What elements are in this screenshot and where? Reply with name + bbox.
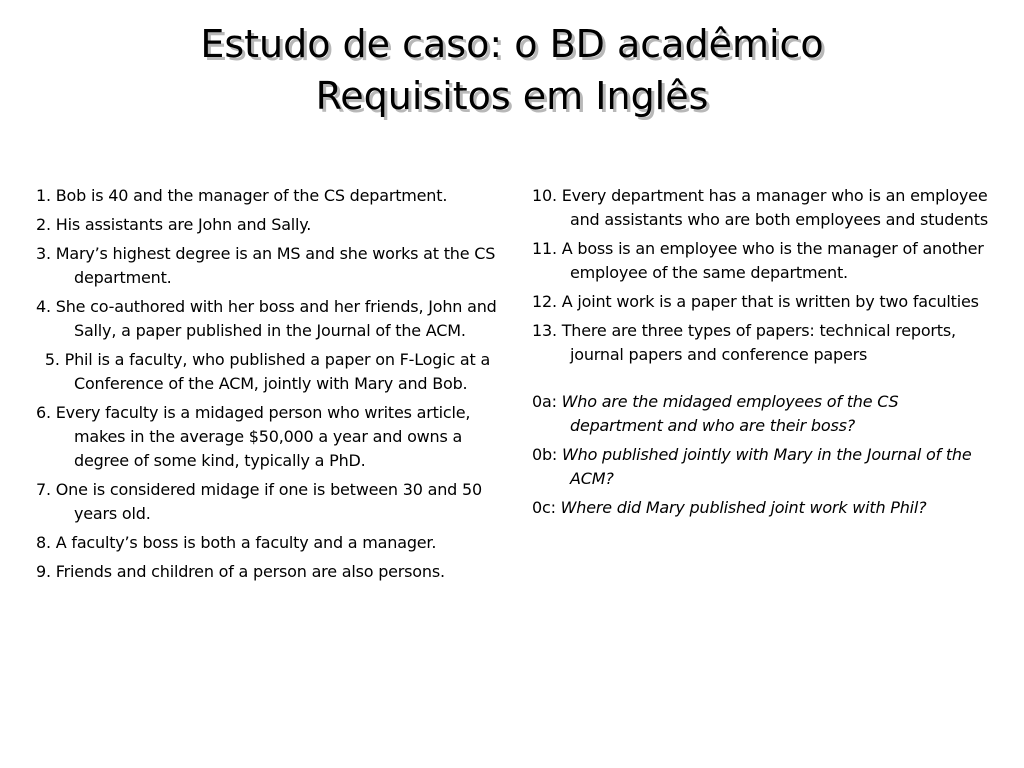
- requirement-item: 11. A boss is an employee who is the manager of another employee of the same department.: [532, 239, 984, 282]
- question-text: Who published jointly with Mary in the Journal of the ACM?: [562, 445, 972, 488]
- requirement-item: 3. Mary’s highest degree is an MS and she works at the CS department.: [36, 244, 496, 287]
- question-item: [532, 443, 988, 491]
- title-line-1: Estudo de caso: o BD acadêmico: [200, 22, 824, 66]
- requirement-item: 8. A faculty’s boss is both a faculty and a manager.: [36, 533, 437, 552]
- requirement-item: 2. His assistants are John and Sally.: [36, 215, 312, 234]
- spacer: [532, 372, 988, 390]
- requirement-item: 13. There are three types of papers: technical reports, journal papers and conference papers: [532, 321, 956, 364]
- question-item: [532, 390, 988, 438]
- question-item: [532, 496, 988, 520]
- title-line-2: Requisitos em Inglês: [315, 74, 709, 118]
- question-label: 0a:: [532, 392, 562, 411]
- requirement-item: 7. One is considered midage if one is between 30 and 50 years old.: [36, 480, 482, 523]
- question-text: Where did Mary published joint work with Phil?: [560, 498, 927, 517]
- requirement-item: 9. Friends and children of a person are also persons.: [36, 562, 445, 581]
- requirement-item: 6. Every faculty is a midaged person who writes article, makes in the average $50,000 a year and owns a degree of some kind, typically a PhD.: [36, 403, 471, 470]
- question-label: 0b:: [532, 445, 563, 464]
- requirement-item: 5. Phil is a faculty, who published a paper on F-Logic at a Conference of the ACM, jointly with Mary and Bob.: [40, 350, 495, 393]
- requirement-item: 1. Bob is 40 and the manager of the CS department.: [36, 186, 448, 205]
- slide-title: [0, 18, 1024, 122]
- requirements-right-column: [532, 184, 988, 525]
- question-label: 0c:: [532, 498, 561, 517]
- requirement-item: 10. Every department has a manager who is an employee and assistants who are both employees and students: [532, 186, 988, 229]
- requirements-left-column: [36, 184, 498, 589]
- requirement-item: 4. She co-authored with her boss and her friends, John and Sally, a paper published in the Journal of the ACM.: [36, 297, 497, 340]
- requirement-item: 12. A joint work is a paper that is written by two faculties: [532, 292, 979, 311]
- question-text: Who are the midaged employees of the CS department and who are their boss?: [561, 392, 899, 435]
